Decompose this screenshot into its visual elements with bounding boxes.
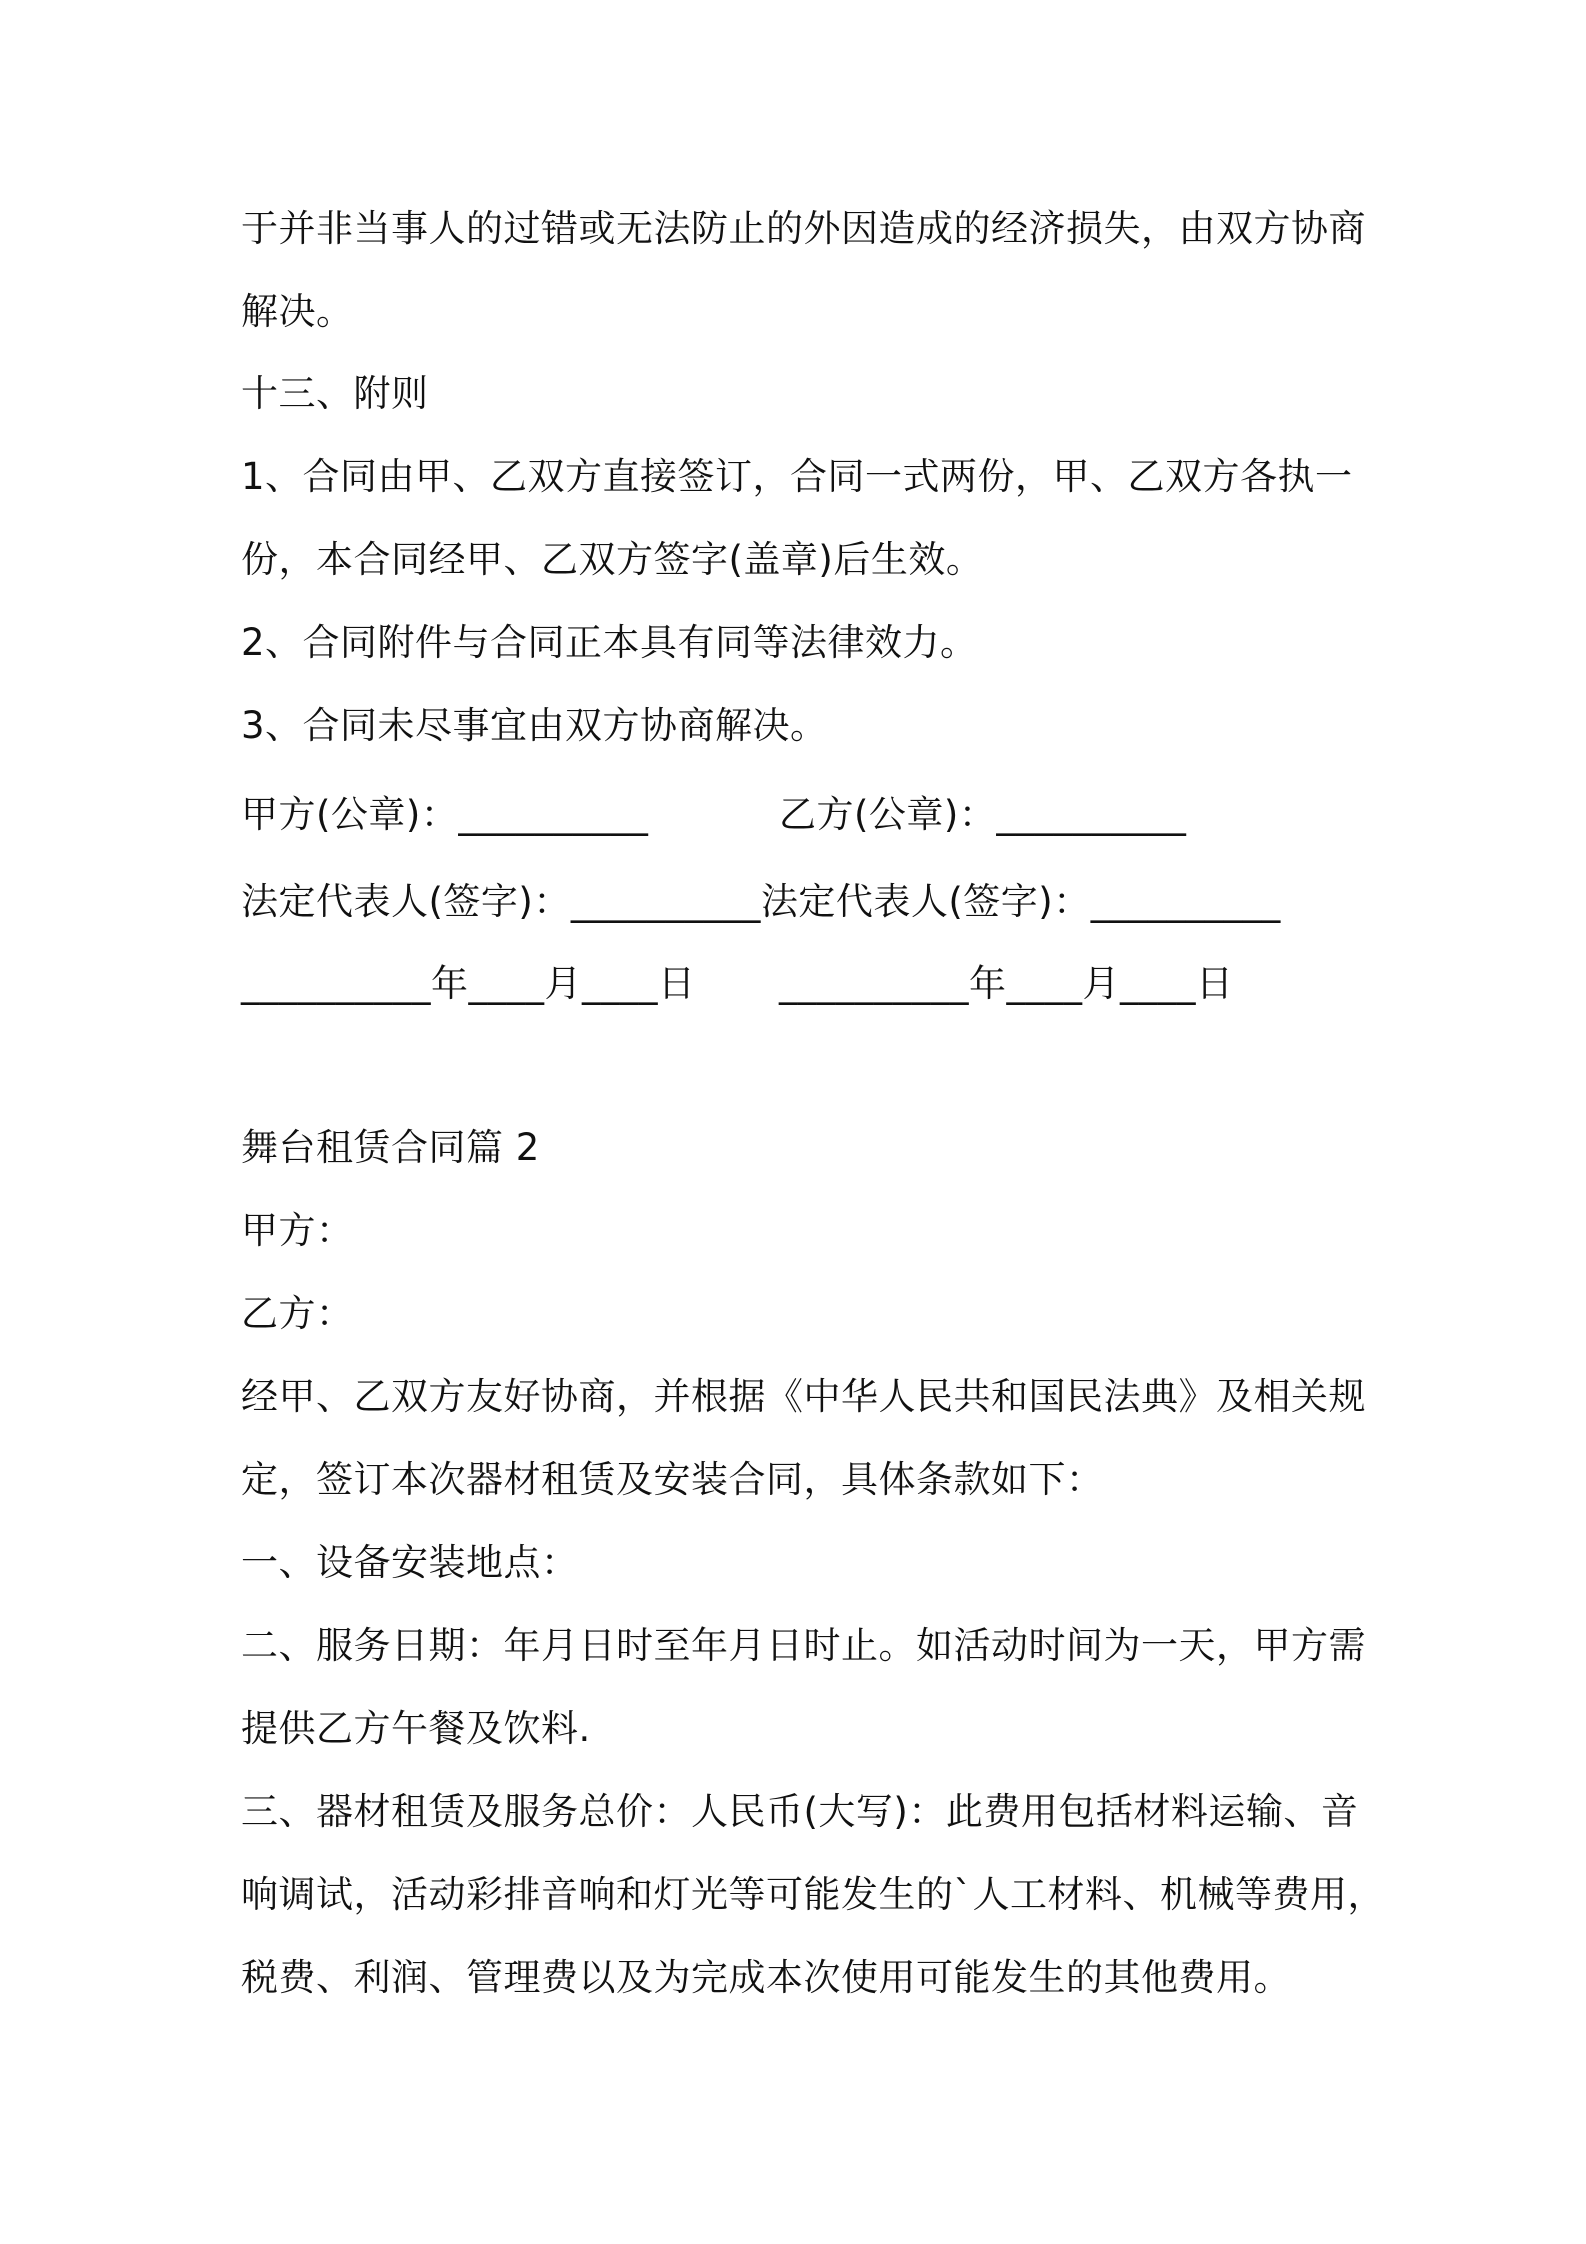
- date-line-party-a: __________年____月____日: [241, 962, 696, 1005]
- continuation-line-1: 于并非当事人的过错或无法防止的外因造成的经济损失，由双方协商: [241, 207, 1366, 250]
- article-1-install-location: 一、设备安装地点：: [241, 1541, 579, 1584]
- clause-1-line-2: 份，本合同经甲、乙双方签字(盖章)后生效。: [241, 538, 984, 581]
- party-b-seal-line: 乙方(公章)：__________: [779, 793, 1187, 836]
- article-2-service-date-line-1: 二、服务日期：年月日时至年月日时止。如活动时间为一天，甲方需: [241, 1624, 1366, 1667]
- clause-3: 3、合同未尽事宜由双方协商解决。: [241, 704, 828, 747]
- contract-2-party-a: 甲方：: [241, 1209, 354, 1252]
- article-3-total-price-line-3: 税费、利润、管理费以及为完成本次使用可能发生的其他费用。: [241, 1956, 1291, 1999]
- legal-rep-signature-line: 法定代表人(签字)：__________法定代表人(签字)：__________: [241, 880, 1281, 923]
- contract-2-party-b: 乙方：: [241, 1292, 354, 1335]
- article-2-service-date-line-2: 提供乙方午餐及饮料.: [241, 1707, 591, 1750]
- intro-line-1: 经甲、乙双方友好协商，并根据《中华人民共和国民法典》及相关规: [241, 1375, 1366, 1418]
- article-3-total-price-line-2: 响调试，活动彩排音响和灯光等可能发生的`人工材料、机械等费用，: [241, 1873, 1385, 1916]
- continuation-line-2: 解决。: [241, 290, 354, 333]
- intro-line-2: 定，签订本次器材租赁及安装合同，具体条款如下：: [241, 1458, 1104, 1501]
- article-3-total-price-line-1: 三、器材租赁及服务总价：人民币(大写)：此费用包括材料运输、音: [241, 1790, 1359, 1833]
- clause-2: 2、合同附件与合同正本具有同等法律效力。: [241, 621, 978, 664]
- clause-1-line-1: 1、合同由甲、乙双方直接签订，合同一式两份，甲、乙双方各执一: [241, 455, 1353, 498]
- party-a-seal-line: 甲方(公章)：__________: [241, 793, 649, 836]
- section-13-heading: 十三、附则: [241, 372, 429, 415]
- contract-2-title: 舞台租赁合同篇 2: [241, 1126, 540, 1169]
- date-line-party-b: __________年____月____日: [779, 962, 1234, 1005]
